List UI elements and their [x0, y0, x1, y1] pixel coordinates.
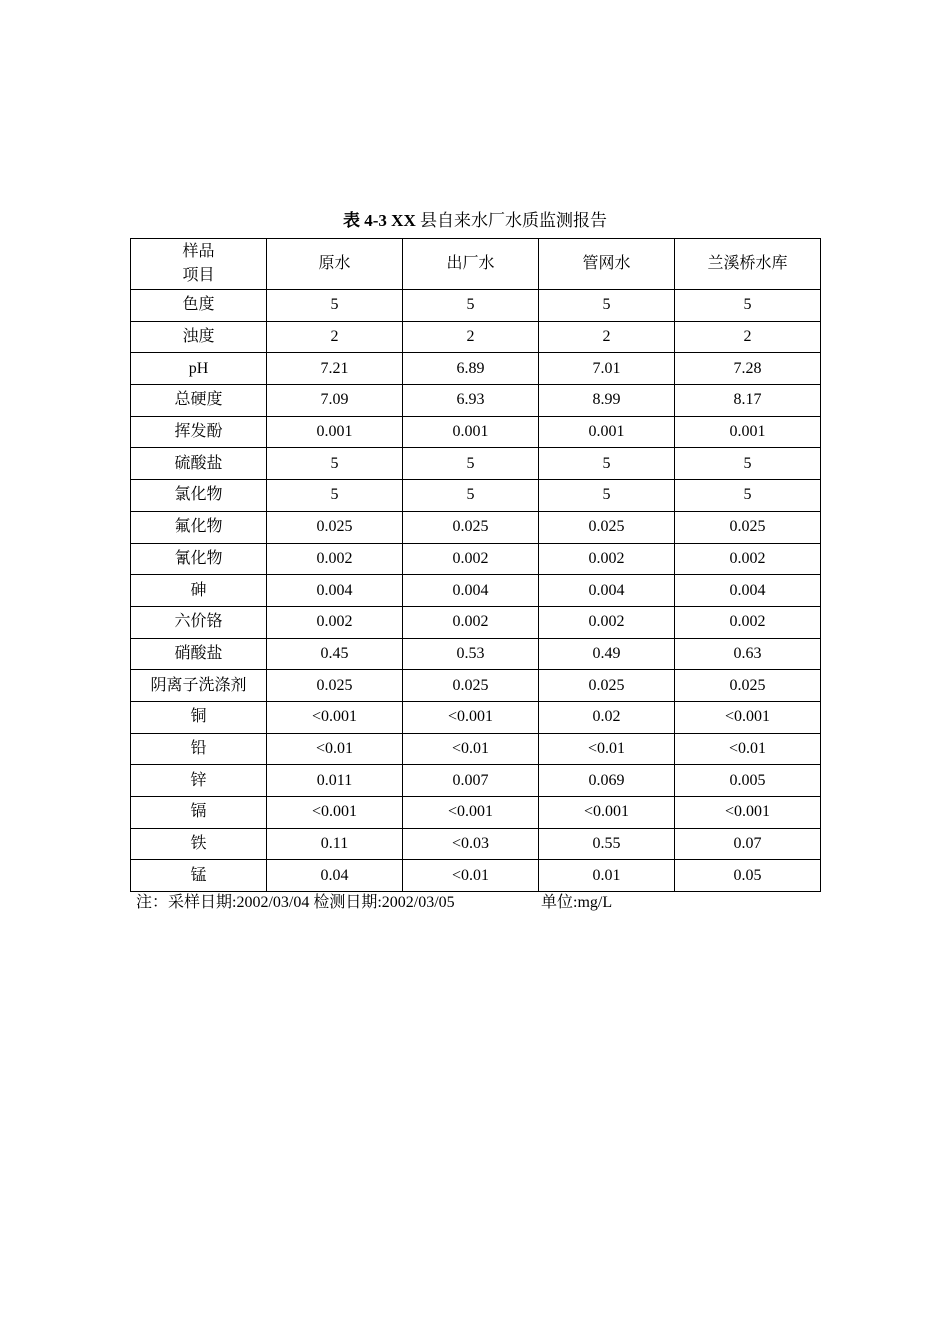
row-item-cell: 硝酸盐 [131, 638, 267, 670]
value-cell: <0.01 [403, 733, 539, 765]
table-row [131, 385, 821, 417]
table-body [131, 290, 821, 892]
value-cell: 5 [539, 290, 675, 322]
row-item-cell: 色度 [131, 290, 267, 322]
value-cell: <0.03 [403, 828, 539, 860]
row-item-cell: 铜 [131, 701, 267, 733]
value-cell: 5 [403, 448, 539, 480]
row-item-cell: 锰 [131, 860, 267, 892]
value-cell: 7.09 [267, 385, 403, 417]
row-item-cell: 总硬度 [131, 385, 267, 417]
row-item-cell: 挥发酚 [131, 416, 267, 448]
table-note [136, 892, 613, 914]
value-cell: 5 [403, 480, 539, 512]
value-cell: 0.025 [403, 670, 539, 702]
value-cell: 0.005 [675, 765, 821, 797]
value-cell: 0.001 [267, 416, 403, 448]
value-cell: 5 [267, 290, 403, 322]
table-row [131, 701, 821, 733]
column-header: 管网水 [539, 239, 675, 290]
value-cell: <0.001 [267, 701, 403, 733]
value-cell: 0.025 [539, 511, 675, 543]
value-cell: 0.53 [403, 638, 539, 670]
value-cell: 0.45 [267, 638, 403, 670]
table-row [131, 670, 821, 702]
table-row [131, 448, 821, 480]
value-cell: <0.01 [267, 733, 403, 765]
value-cell: 0.49 [539, 638, 675, 670]
value-cell: 5 [675, 448, 821, 480]
value-cell: 0.001 [675, 416, 821, 448]
table-row [131, 353, 821, 385]
table-row [131, 290, 821, 322]
value-cell: 0.002 [539, 606, 675, 638]
value-cell: 0.02 [539, 701, 675, 733]
value-cell: <0.01 [539, 733, 675, 765]
value-cell: 0.01 [539, 860, 675, 892]
row-item-cell: 浊度 [131, 321, 267, 353]
water-quality-table [130, 238, 821, 892]
row-item-cell: 锌 [131, 765, 267, 797]
value-cell: 0.004 [675, 575, 821, 607]
value-cell: 0.004 [403, 575, 539, 607]
row-item-cell: 氰化物 [131, 543, 267, 575]
value-cell: 0.069 [539, 765, 675, 797]
row-item-cell: 氟化物 [131, 511, 267, 543]
table-row [131, 860, 821, 892]
column-header: 兰溪桥水库 [675, 239, 821, 290]
table-row [131, 416, 821, 448]
row-item-cell: 砷 [131, 575, 267, 607]
value-cell: 0.001 [403, 416, 539, 448]
value-cell: 0.011 [267, 765, 403, 797]
value-cell: 0.002 [675, 543, 821, 575]
value-cell: 0.002 [403, 543, 539, 575]
table-title-label: 表 [343, 211, 361, 230]
value-cell: 0.002 [539, 543, 675, 575]
column-header: 原水 [267, 239, 403, 290]
value-cell: <0.001 [539, 797, 675, 829]
value-cell: 5 [539, 448, 675, 480]
value-cell: <0.01 [403, 860, 539, 892]
value-cell: 8.99 [539, 385, 675, 417]
table-row [131, 797, 821, 829]
row-item-cell: 镉 [131, 797, 267, 829]
table-row [131, 765, 821, 797]
value-cell: 0.025 [539, 670, 675, 702]
value-cell: 0.004 [267, 575, 403, 607]
value-cell: 5 [675, 290, 821, 322]
row-item-cell: 六价铬 [131, 606, 267, 638]
value-cell: 6.93 [403, 385, 539, 417]
value-cell: <0.001 [403, 797, 539, 829]
value-cell: 0.025 [267, 511, 403, 543]
table-row [131, 321, 821, 353]
value-cell: 5 [267, 480, 403, 512]
table-title-number: 4-3 XX [364, 211, 416, 230]
value-cell: 0.001 [539, 416, 675, 448]
value-cell: 0.07 [675, 828, 821, 860]
row-item-cell: 铁 [131, 828, 267, 860]
value-cell: 5 [675, 480, 821, 512]
value-cell: 8.17 [675, 385, 821, 417]
table-row [131, 543, 821, 575]
value-cell: 2 [403, 321, 539, 353]
row-item-cell: 铅 [131, 733, 267, 765]
value-cell: 0.002 [403, 606, 539, 638]
value-cell: 0.007 [403, 765, 539, 797]
corner-header-cell [131, 239, 267, 290]
value-cell: 0.05 [675, 860, 821, 892]
value-cell: 7.28 [675, 353, 821, 385]
table-row [131, 606, 821, 638]
value-cell: 2 [539, 321, 675, 353]
value-cell: 0.11 [267, 828, 403, 860]
value-cell: 0.004 [539, 575, 675, 607]
row-item-cell: pH [131, 353, 267, 385]
value-cell: 0.025 [675, 670, 821, 702]
value-cell: 7.01 [539, 353, 675, 385]
value-cell: 0.55 [539, 828, 675, 860]
value-cell: 0.025 [403, 511, 539, 543]
value-cell: 2 [675, 321, 821, 353]
table-row [131, 511, 821, 543]
value-cell: 6.89 [403, 353, 539, 385]
value-cell: 0.025 [675, 511, 821, 543]
table-title-text: 县自来水厂水质监测报告 [419, 211, 607, 230]
value-cell: <0.01 [675, 733, 821, 765]
note-dates: 注：采样日期:2002/03/04 检测日期:2002/03/05 [136, 894, 455, 911]
value-cell: 2 [267, 321, 403, 353]
value-cell: 0.025 [267, 670, 403, 702]
value-cell: 0.002 [675, 606, 821, 638]
table-title [130, 209, 820, 233]
table-row [131, 575, 821, 607]
table-row [131, 733, 821, 765]
value-cell: <0.001 [403, 701, 539, 733]
value-cell: 0.04 [267, 860, 403, 892]
value-cell: <0.001 [675, 701, 821, 733]
value-cell: 0.63 [675, 638, 821, 670]
value-cell: 5 [403, 290, 539, 322]
value-cell: 5 [267, 448, 403, 480]
corner-item-label: 项目 [182, 267, 215, 284]
row-item-cell: 氯化物 [131, 480, 267, 512]
corner-sample-label: 样品 [182, 243, 215, 260]
row-item-cell: 硫酸盐 [131, 448, 267, 480]
table-row [131, 480, 821, 512]
row-item-cell: 阴离子洗涤剂 [131, 670, 267, 702]
value-cell: <0.001 [267, 797, 403, 829]
note-unit: 单位:mg/L [541, 894, 613, 911]
column-header: 出厂水 [403, 239, 539, 290]
value-cell: 7.21 [267, 353, 403, 385]
value-cell: <0.001 [675, 797, 821, 829]
table-row [131, 828, 821, 860]
value-cell: 5 [539, 480, 675, 512]
header-row [131, 239, 821, 290]
value-cell: 0.002 [267, 606, 403, 638]
table-row [131, 638, 821, 670]
value-cell: 0.002 [267, 543, 403, 575]
